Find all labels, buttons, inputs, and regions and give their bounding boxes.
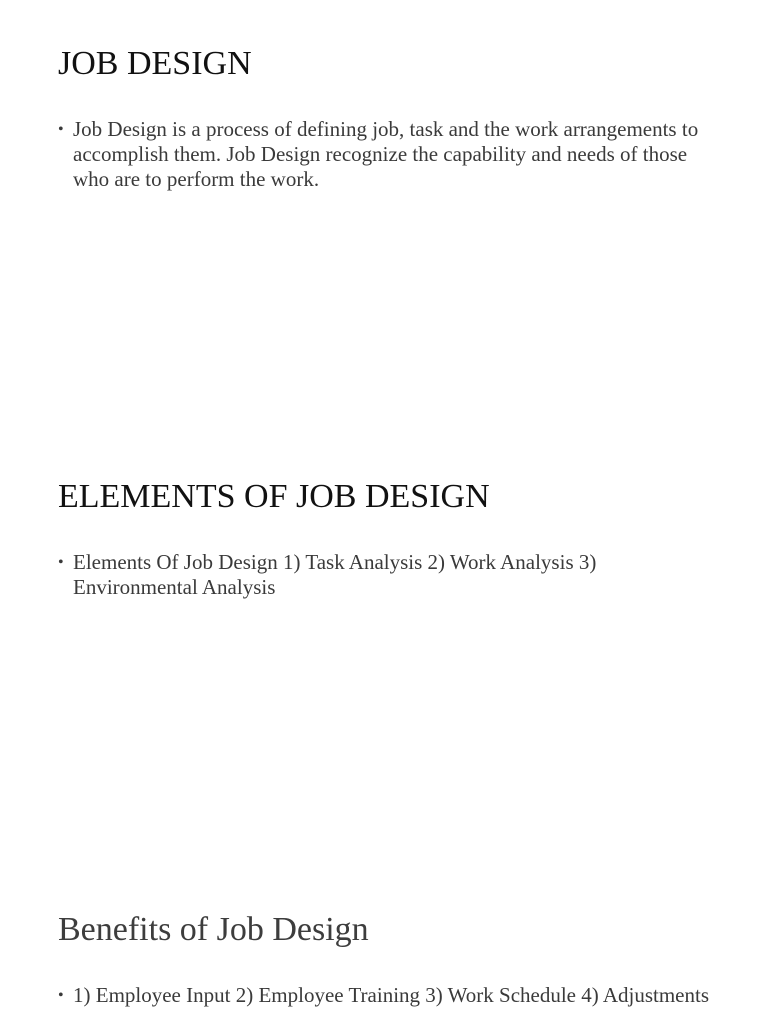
bullet-item (58, 983, 718, 1008)
bullet-text: 1) Employee Input 2) Employee Training 3) Work Schedule 4) Adjustments (73, 983, 710, 1007)
bullet-text: Job Design is a process of defining job, task and the work arrangements to accomplish them. Job Design recognize the capability and needs of those who are to perform the work. (73, 117, 699, 191)
slide-title: Benefits of Job Design (58, 911, 369, 948)
bullet-list (58, 983, 718, 1008)
bullet-item (58, 117, 718, 192)
slide-title: ELEMENTS OF JOB DESIGN (58, 478, 490, 515)
bullet-icon: • (58, 121, 64, 138)
bullet-list (58, 550, 718, 600)
bullet-text: Elements Of Job Design 1) Task Analysis 2) Work Analysis 3) Environmental Analysis (73, 550, 597, 599)
bullet-list (58, 117, 718, 192)
slide-title: JOB DESIGN (58, 45, 252, 82)
bullet-item (58, 550, 718, 600)
bullet-icon: • (58, 987, 64, 1004)
bullet-icon: • (58, 554, 64, 571)
